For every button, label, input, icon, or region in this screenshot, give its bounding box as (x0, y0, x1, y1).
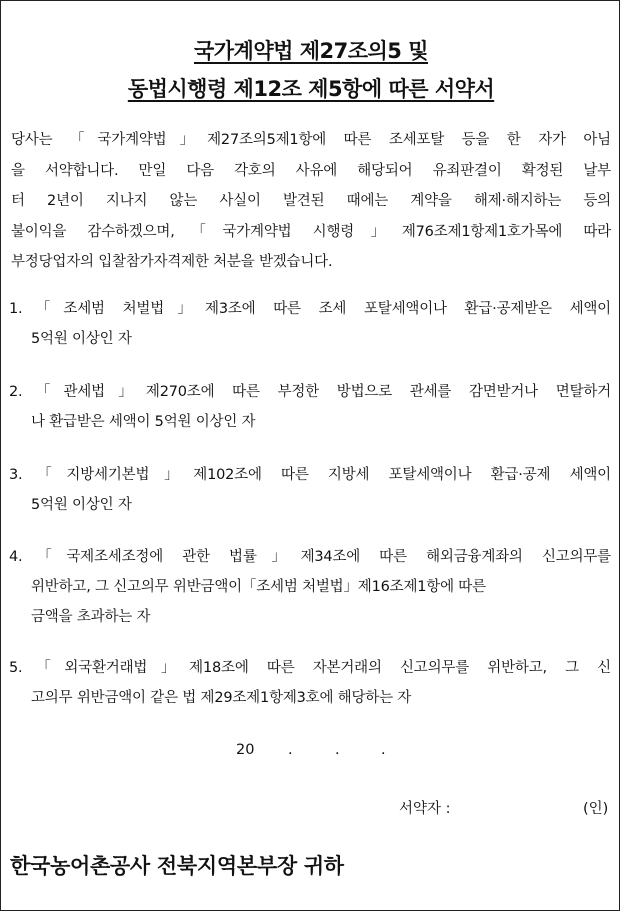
addressee: 한국농어촌공사 전북지역본부장 귀하 (10, 854, 344, 878)
document-title-line-1 (1, 35, 620, 65)
list-item-3 (9, 460, 611, 520)
list-item-line: 5억원 이상인 자 (31, 331, 132, 347)
signer-label: 서약자 : (399, 801, 451, 817)
document-title-line-2 (1, 73, 620, 103)
list-item-line: 2.「관세법」제270조에 따른 부정한 방법으로 관세를 감면받거나 면탈하거 (9, 384, 611, 400)
list-item-line: 위반하고, 그 신고의무 위반금액이「조세범 처벌법」제16조제1항에 따른 (31, 579, 486, 595)
list-item-line: 3.「지방세기본법」제102조에 따른 지방세 포탈세액이나 환급·공제 세액이 (9, 467, 611, 483)
list-item-line: 고의무 위반금액이 같은 법 제29조제1항제3호에 해당하는 자 (31, 690, 412, 706)
list-item-line: 금액을 초과하는 자 (31, 609, 151, 625)
date-separator: . (288, 742, 293, 758)
list-item-5 (9, 653, 611, 713)
list-item-line: 5.「외국환거래법」제18조에 따른 자본거래의 신고의무를 위반하고, 그 신 (9, 660, 611, 676)
date-separator: . (381, 742, 386, 758)
list-item-line: 1.「조세범 처벌법」제3조에 따른 조세 포탈세액이나 환급·공제받은 세액이 (9, 301, 611, 317)
title-text-1: 국가계약법 제27조의5 및 (193, 39, 429, 63)
list-item-4 (9, 542, 611, 632)
list-item-line: 나 환급받은 세액이 5억원 이상인 자 (31, 414, 256, 430)
intro-line: 불이익을 감수하겠으며,「국가계약법 시행령」제76조제1항제1호가목에 따라 (11, 223, 611, 240)
list-item-2 (9, 377, 611, 437)
intro-line: 당사는 「국가계약법」제27조의5제1항에 따른 조세포탈 등을 한 자가 아님 (11, 132, 611, 148)
date-separator: . (335, 742, 340, 758)
list-item-line: 5억원 이상인 자 (31, 497, 132, 513)
intro-line: 터 2년이 지나지 않는 사실이 발견된 때에는 계약을 해제·해지하는 등의 (11, 193, 611, 209)
seal-mark: (인) (583, 801, 609, 817)
list-item-line: 4.「국제조세조정에 관한 법률」제34조에 따른 해외금융계좌의 신고의무를 (9, 549, 611, 565)
intro-line: 을 서약합니다. 만일 다음 각호의 사유에 해당되어 유죄판결이 확정된 날부 (11, 162, 611, 179)
intro-line: 부정당업자의 입찰참가자격제한 처분을 받겠습니다. (11, 254, 333, 270)
list-item-1 (9, 294, 611, 354)
title-text-2: 동법시행령 제12조 제5항에 따른 서약서 (127, 77, 495, 101)
intro-paragraph (11, 125, 611, 278)
date-year: 20 (236, 742, 255, 758)
